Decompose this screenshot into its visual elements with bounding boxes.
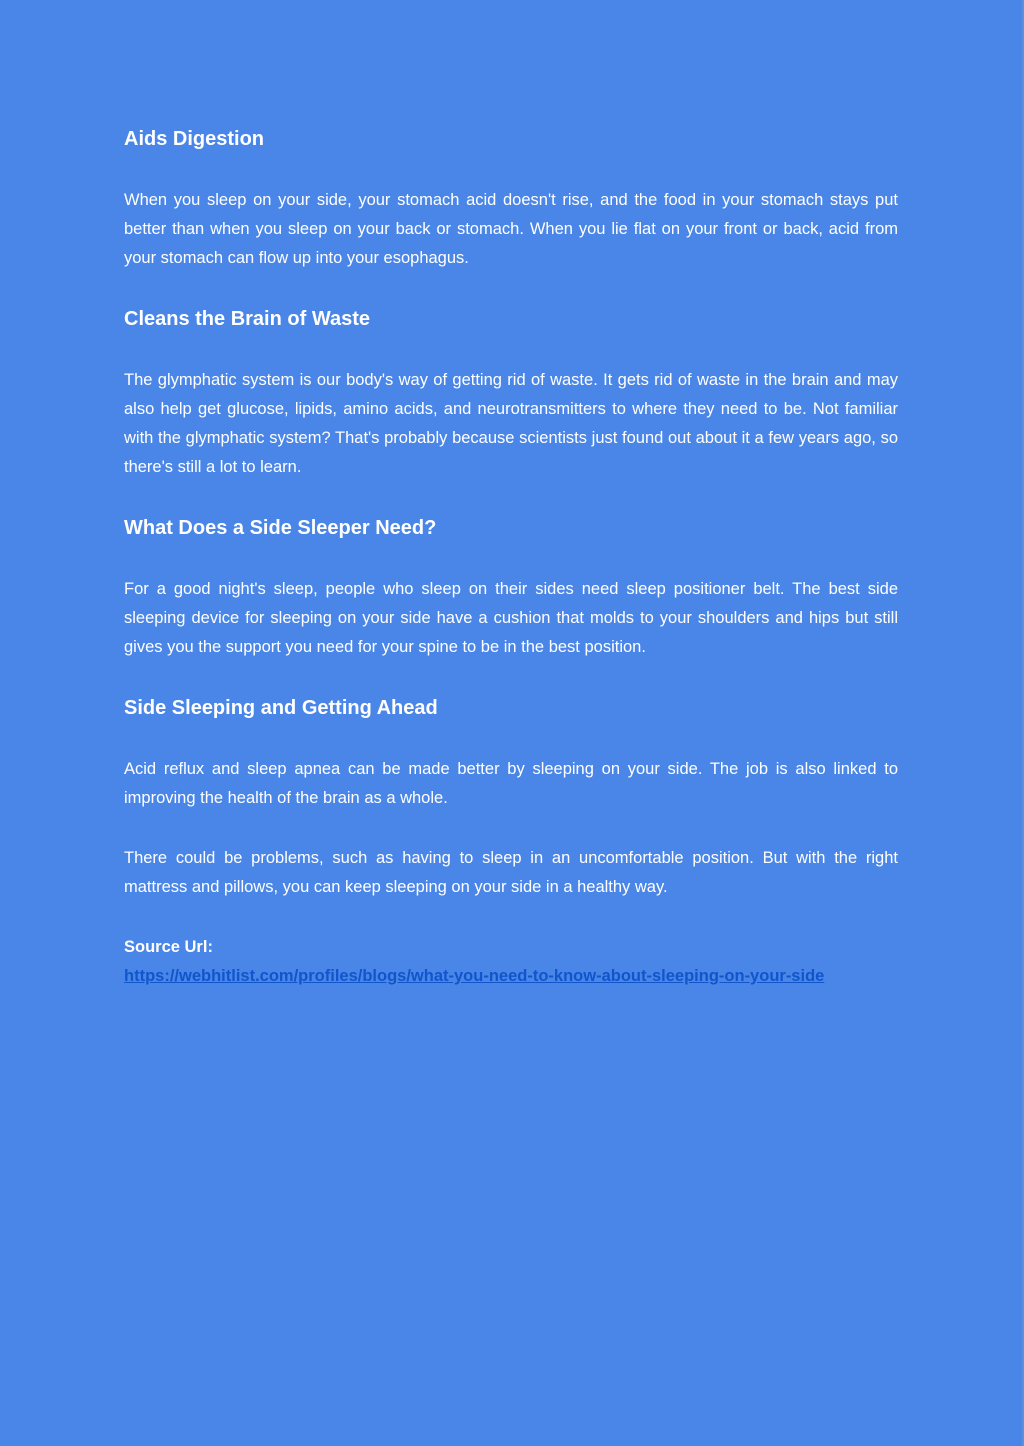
heading-aids-digestion: Aids Digestion	[124, 128, 265, 150]
paragraph-getting-ahead-2: There could be problems, such as having to sleep in an uncomfortable position. But with the right mattress and pillows, you can keep sleeping on your side in a healthy way.	[124, 849, 898, 896]
source-url-label: Source Url:	[124, 938, 213, 956]
paragraph-aids-digestion: When you sleep on your side, your stomach acid doesn't rise, and the food in your stomach stays put better than when you sleep on your back or stomach. When you lie flat on your front or back, acid from your stomach can flow up into your esophagus.	[124, 191, 898, 267]
paragraph-side-sleeper-need: For a good night's sleep, people who sleep on their sides need sleep positioner belt. The best side sleeping device for sleeping on your side have a cushion that molds to your shoulders and hips but still gives you the support you need for your spine to be in the best position.	[124, 580, 898, 656]
article-body	[124, 124, 898, 991]
heading-cleans-brain: Cleans the Brain of Waste	[124, 308, 370, 330]
paragraph-cleans-brain: The glymphatic system is our body's way of getting rid of waste. It gets rid of waste in the brain and may also help get glucose, lipids, amino acids, and neurotransmitters to where they need to be. Not familiar with the glymphatic system? That's probably because scientists just found out about it a few years ago, so there's still a lot to learn.	[124, 371, 898, 476]
heading-getting-ahead: Side Sleeping and Getting Ahead	[124, 697, 438, 719]
paragraph-getting-ahead-1: Acid reflux and sleep apnea can be made better by sleeping on your side. The job is also linked to improving the health of the brain as a whole.	[124, 760, 898, 807]
source-url-link[interactable]: https://webhitlist.com/profiles/blogs/what-you-need-to-know-about-sleeping-on-your-side	[124, 967, 825, 985]
heading-side-sleeper-need: What Does a Side Sleeper Need?	[124, 517, 437, 539]
